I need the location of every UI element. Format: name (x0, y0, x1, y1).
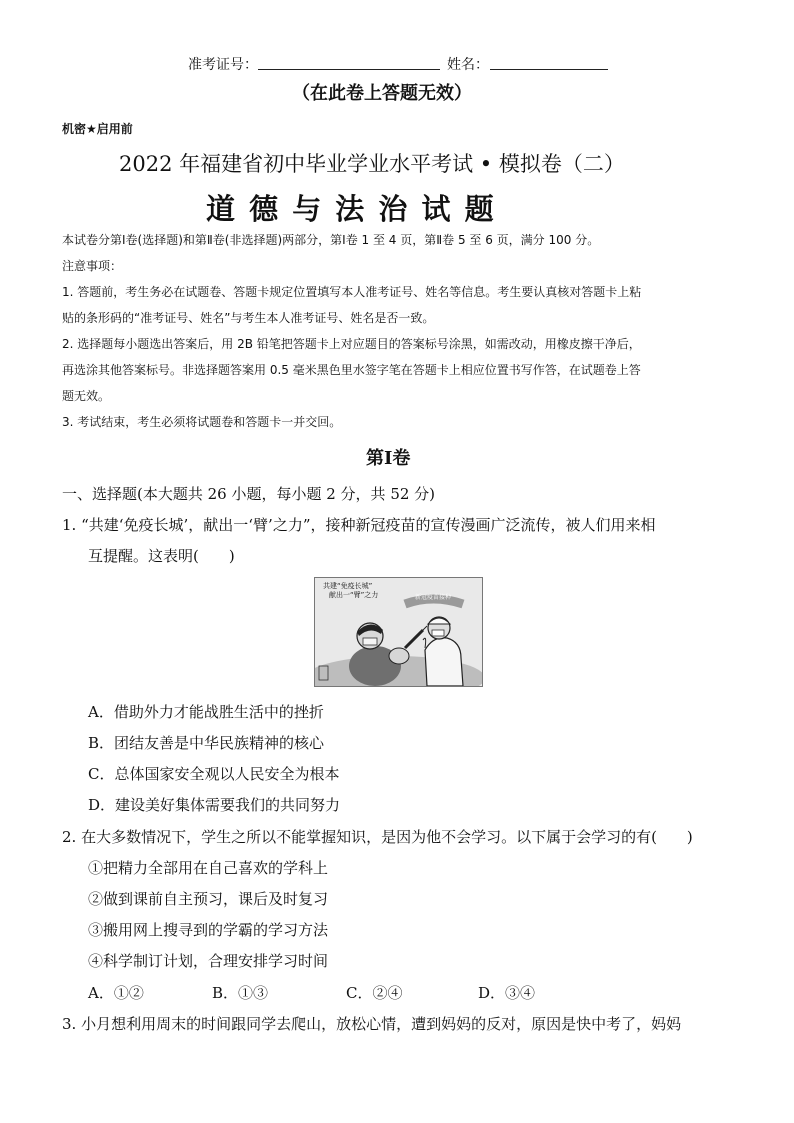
q1-option-a: A．借助外力才能战胜生活中的挫折 (88, 703, 324, 721)
q2-option-c: C．②④ (346, 984, 403, 1002)
name-label: 姓名： (447, 57, 489, 73)
q2-item-4: ④科学制订计划，合理安排学习时间 (88, 952, 329, 970)
secret-label: 机密★启用前 (62, 122, 133, 136)
note-3: 3. 考试结束，考生必须将试题卷和答题卡一并交回。 (62, 415, 342, 429)
q2-item-1: ①把精力全部用在自己喜欢的学科上 (88, 859, 329, 877)
q1-option-b: B．团结友善是中华民族精神的核心 (88, 734, 325, 752)
ticket-number-label: 准考证号： (188, 57, 258, 73)
q1-stem-line-2: 互提醒。这表明( ) (88, 547, 235, 565)
note-2-line-2: 再选涂其他答案标号。非选择题答案用 0.5 毫米黑色里水签字笔在答题卡上相应位置书写作答，在试题卷上答 (62, 363, 641, 377)
q1-stem-line-1: 1. “共建‘免疫长城’，献出一‘臂’之力”，接种新冠疫苗的宣传漫画广泛流传，被人们用来相 (62, 516, 656, 534)
note-1-line-1: 1. 答题前，考生务必在试题卷、答题卡规定位置填写本人准考证号、姓名等信息。考生要认真核对答题卡上粘 (62, 285, 642, 299)
subject-title: 道 德 与 法 治 试 题 (206, 192, 496, 226)
note-2-line-1: 2. 选择题每小题选出答案后，用 2B 铅笔把答题卡上对应题目的答案标号涂黑，如需改动，用橡皮擦干净后， (62, 337, 641, 351)
ticket-number-blank (258, 69, 440, 70)
q1-option-d: D．建设美好集体需要我们的共同努力 (88, 796, 341, 814)
name-blank (490, 69, 608, 70)
notes-heading: 注意事项： (62, 259, 123, 273)
cartoon-caption-2: 献出一“臂”之力 (329, 591, 379, 599)
cartoon-banner: 新冠疫苗接种 (415, 594, 452, 601)
section-1-heading: 一、选择题(本大题共 26 小题，每小题 2 分，共 52 分) (62, 485, 436, 503)
q1-option-c: C．总体国家安全观以人民安全为根本 (88, 765, 340, 783)
note-2-line-3: 题无效。 (62, 389, 111, 403)
exam-title: 2022 年福建省初中毕业学业水平考试 • 模拟卷（二） (119, 152, 625, 176)
q2-item-3: ③搬用网上搜寻到的学霸的学习方法 (88, 921, 329, 939)
vaccine-cartoon-image (314, 577, 483, 687)
q2-option-a: A．①② (88, 984, 144, 1002)
q2-stem: 2. 在大多数情况下，学生之所以不能掌握知识，是因为他不会学习。以下属于会学习的有( ) (62, 828, 693, 846)
q3-stem-line-1: 3. 小月想利用周末的时间跟同学去爬山，放松心情，遭到妈妈的反对，原因是快中考了，妈妈 (62, 1015, 682, 1033)
q2-item-2: ②做到课前自主预习，课后及时复习 (88, 890, 329, 908)
q2-option-b: B．①③ (212, 984, 269, 1002)
part-1-heading: 第Ⅰ卷 (366, 448, 411, 469)
paper-intro: 本试卷分第Ⅰ卷(选择题)和第Ⅱ卷(非选择题)两部分，第Ⅰ卷 1 至 4 页，第Ⅱ卷 5 至 6 页，满分 100 分。 (62, 233, 600, 247)
note-1-line-2: 贴的条形码的“准考证号、姓名”与考生本人准考证号、姓名是否一致。 (62, 311, 435, 325)
cartoon-caption-1: 共建“免疫长城” (323, 582, 373, 590)
invalid-note: （在此卷上答题无效） (292, 83, 472, 104)
q2-option-d: D．③④ (478, 984, 536, 1002)
